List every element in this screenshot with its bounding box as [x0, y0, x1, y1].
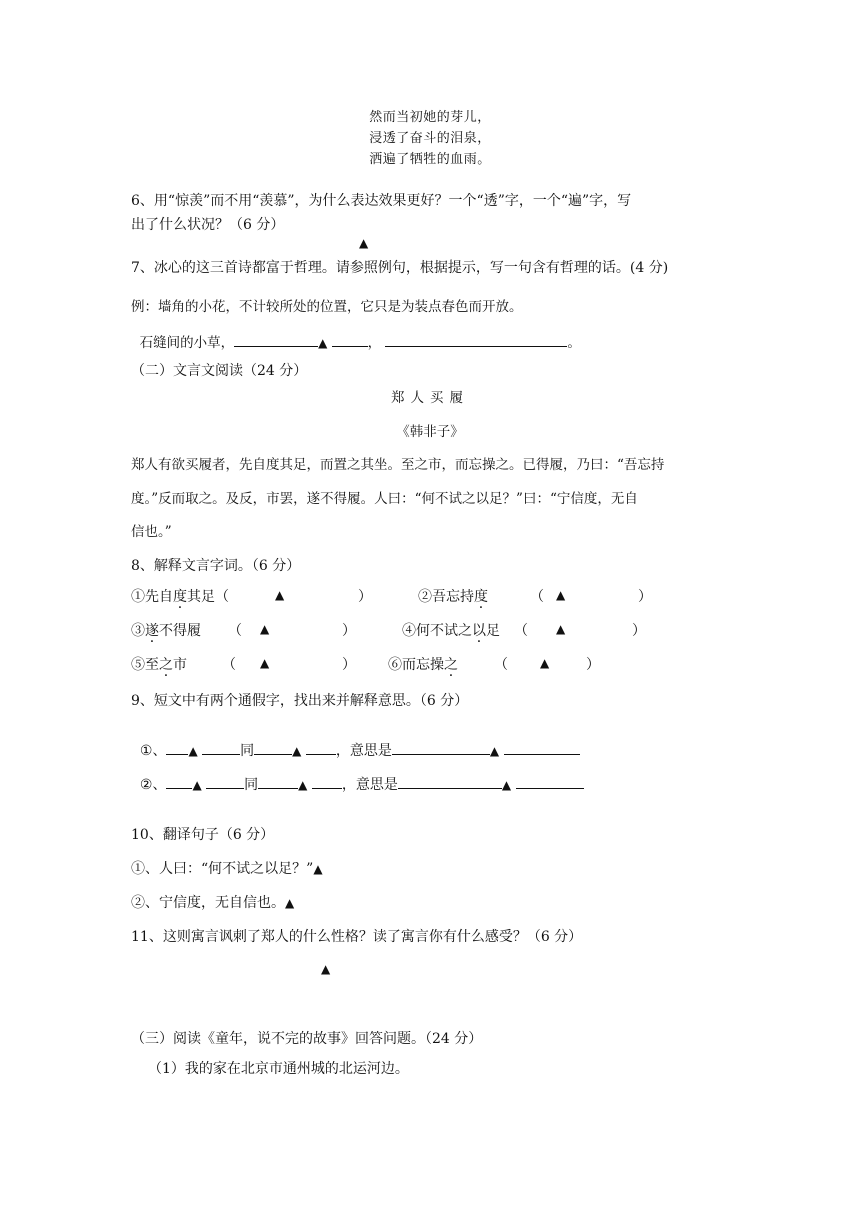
passage-author: 《韩非子》 [396, 424, 464, 440]
answer-triangle: ▲ [556, 622, 566, 636]
q8-close: ） [342, 623, 356, 639]
answer-blank[interactable] [234, 332, 318, 347]
q9-row-2: ②、 ▲ 同 ▲ ，意思是 ▲ [131, 758, 584, 794]
passage-line-1: 郑人有欲买履者，先自度其足，而置之其坐。至之市，而忘操之。已得履，乃曰：“吾忘持 [131, 457, 665, 473]
q8-title: 8、解释文言字词。（6 分） [131, 558, 301, 574]
q9-row-1: ①、 ▲ 同 ▲ ，意思是 ▲ [131, 724, 580, 760]
q8-item-3: ③遂不得履 [131, 623, 201, 639]
q10-sentence-2: ②、宁信度，无自信也。▲ [131, 895, 295, 911]
q8-item-1: ①先自度其足（ [131, 589, 229, 605]
period: 。 [567, 335, 581, 351]
answer-blank[interactable] [385, 332, 567, 347]
q8-close: ） [638, 589, 652, 605]
comma: ， [367, 335, 382, 351]
q7-example: 例：墙角的小花，不计较所处的位置，它只是为装点春色而开放。 [131, 299, 523, 315]
q10-title: 10、翻译句子（6 分） [131, 827, 275, 843]
q8-item-6: ⑥而忘操之 [388, 657, 458, 673]
q6-line-1: 6、用“惊羡”而不用“羡慕”，为什么表达效果更好？一个“透”字，一个“遍”字，写 [131, 193, 632, 209]
answer-blank[interactable] [398, 774, 502, 789]
passage-title: 郑人买履 [391, 390, 469, 406]
q8-close: ） [358, 589, 372, 605]
answer-blank[interactable] [166, 740, 188, 755]
q9-title: 9、短文中有两个通假字，找出来并解释意思。（6 分） [131, 693, 469, 709]
q8-open: （ [530, 589, 544, 605]
q11-title: 11、这则寓言讽刺了郑人的什么性格？读了寓言你有什么感受？（6 分） [131, 929, 583, 945]
q7-title: 7、冰心的这三首诗都富于哲理。请参照例句，根据提示，写一句含有哲理的话。(4 分) [131, 260, 669, 276]
q8-close: ） [342, 657, 356, 673]
answer-triangle: ▲ [540, 656, 550, 670]
answer-blank[interactable] [306, 740, 336, 755]
answer-blank[interactable] [332, 332, 368, 347]
poem-line-1: 然而当初她的芽儿， [369, 110, 491, 125]
q8-open: （ [222, 657, 236, 673]
answer-triangle: ▲ [556, 588, 566, 602]
passage-line-2: 度。”反而取之。及反，市罢，遂不得履。人曰：“何不试之以足？”曰：“宁信度，无自 [131, 491, 638, 507]
q8-close: ） [632, 623, 646, 639]
answer-blank[interactable] [254, 740, 292, 755]
poem-line-3: 洒遍了牺牲的血雨。 [369, 152, 491, 167]
section3-paragraph-1: （1）我的家在北京市通州城的北运河边。 [148, 1061, 409, 1077]
answer-blank[interactable] [206, 774, 244, 789]
answer-triangle: ▲ [260, 622, 270, 636]
answer-triangle: ▲ [275, 588, 285, 602]
poem-line-2: 浸透了奋斗的泪泉， [369, 131, 491, 146]
q8-open: （ [228, 623, 242, 639]
answer-blank[interactable] [166, 774, 192, 789]
answer-blank[interactable] [516, 774, 584, 789]
answer-blank[interactable] [202, 740, 240, 755]
answer-blank[interactable] [312, 774, 342, 789]
section3-heading: （三）阅读《童年，说不完的故事》回答问题。（24 分） [131, 1031, 483, 1047]
answer-blank[interactable] [258, 774, 298, 789]
passage-line-3: 信也。” [131, 524, 172, 540]
q8-item-5: ⑤至之市 [131, 657, 187, 673]
answer-triangle: ▲ [359, 236, 369, 250]
q8-close: ） [586, 657, 600, 673]
q8-open: （ [494, 657, 508, 673]
q7-prompt [131, 315, 581, 351]
q7-prompt-start: 石缝间的小草， [139, 335, 235, 351]
answer-triangle: ▲ [260, 656, 270, 670]
q8-item-2: ②吾忘持度 [418, 589, 488, 605]
answer-blank[interactable] [504, 740, 580, 755]
answer-triangle: ▲ [318, 336, 328, 350]
q8-open: （ [514, 623, 528, 639]
answer-blank[interactable] [392, 740, 490, 755]
section2-heading: （二）文言文阅读（24 分） [131, 363, 308, 379]
q6-line-2: 出了什么状况？（6 分） [131, 217, 285, 233]
q8-item-4: ④何不试之以足 [402, 623, 500, 639]
q10-sentence-1: ①、人曰：“何不试之以足？”▲ [131, 861, 323, 877]
answer-triangle: ▲ [321, 962, 331, 976]
